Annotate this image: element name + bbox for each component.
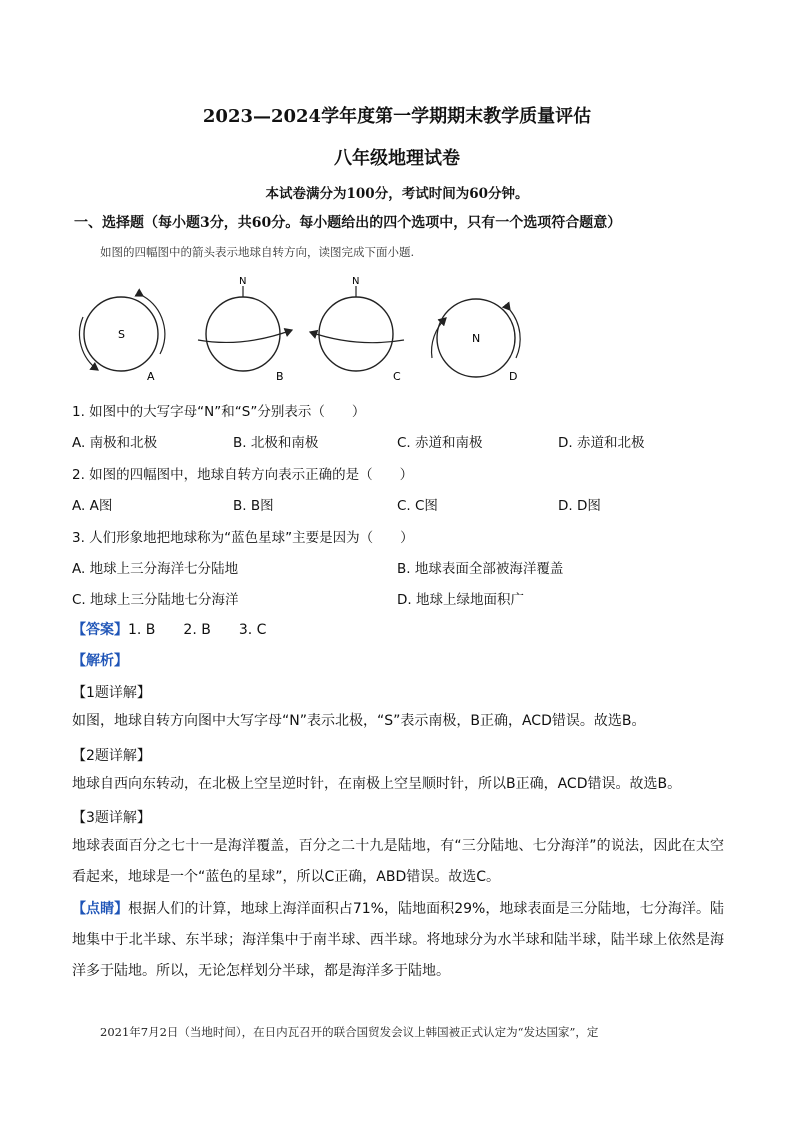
detail-1-head: 【1题详解】: [72, 685, 151, 701]
question-3-option-c: C. 地球上三分陆地七分海洋: [72, 592, 239, 608]
question-2-stem: 2. 如图的四幅图中，地球自转方向表示正确的是（ ）: [72, 467, 414, 483]
exam-title: 2023—2024学年度第一学期期末教学质量评估: [202, 106, 592, 127]
question-2-option-a: A. A图: [72, 498, 113, 514]
question-1-option-c: C. 赤道和南极: [397, 435, 483, 451]
answer-label: 【答案】: [72, 622, 128, 638]
globe-b: [198, 276, 292, 383]
question-2-option-d: D. D图: [558, 498, 601, 514]
globe-c-pole: N: [352, 276, 360, 287]
earth-rotation-figure: [0, 262, 794, 392]
globe-c: [310, 276, 404, 383]
detail-2-text: 地球自西向东转动，在北极上空呈逆时针，在南极上空呈顺时针，所以B正确，ACD错误。故选B。: [72, 776, 682, 792]
question-3-option-a: A. 地球上三分海洋七分陆地: [72, 561, 239, 577]
question-1-stem: 1. 如图中的大写字母“N”和“S”分别表示（ ）: [72, 404, 366, 420]
question-1-option-a: A. 南极和北极: [72, 435, 158, 451]
globe-d: [432, 299, 521, 383]
tip-paragraph: [72, 894, 724, 987]
globe-d-label: D: [509, 370, 518, 383]
question-2-option-b: B. B图: [233, 498, 274, 514]
question-3-option-d: D. 地球上绿地面积广: [397, 592, 524, 608]
exam-subtitle: 八年级地理试卷: [334, 148, 460, 169]
globe-d-pole: N: [472, 332, 481, 345]
globe-a-pole: S: [118, 328, 125, 341]
question-2-option-c: C. C图: [397, 498, 438, 514]
closing-line: 2021年7月2日（当地时间），在日内瓦召开的联合国贸发会议上韩国被正式认定为“发达国家”，定: [100, 1025, 599, 1039]
answer-text: 1. B 2. B 3. C: [128, 622, 267, 638]
globe-b-pole: N: [239, 276, 247, 287]
tip-text: 根据人们的计算，地球上海洋面积占71%，陆地面积29%，地球表面是三分陆地，七分海洋。陆地集中于北半球、东半球；海洋集中于南半球、西半球。将地球分为水半球和陆半球，陆半球上依然是海洋多于陆地。所以，无论怎样划分半球，都是海洋多于陆地。: [72, 901, 725, 979]
exam-note: 本试卷满分为100分，考试时间为60分钟。: [265, 186, 529, 202]
globe-a: [80, 296, 165, 383]
answer-line: [72, 619, 266, 639]
tip-label: 【点睛】: [72, 901, 129, 917]
detail-1-text: 如图，地球自转方向图中大写字母“N”表示北极，“S”表示南极，B正确，ACD错误。故选B。: [72, 713, 646, 729]
detail-2-head: 【2题详解】: [72, 748, 151, 764]
detail-3-text: 地球表面百分之七十一是海洋覆盖，百分之二十九是陆地，有“三分陆地、七分海洋”的说法，因此在太空看起来，地球是一个“蓝色的星球”，所以C正确，ABD错误。故选C。: [72, 838, 724, 885]
globe-b-label: B: [276, 370, 284, 383]
question-3-option-b: B. 地球表面全部被海洋覆盖: [397, 561, 564, 577]
analysis-label: 【解析】: [72, 653, 128, 669]
section-title: 一、选择题（每小题3分，共60分。每小题给出的四个选项中，只有一个选项符合题意）: [74, 215, 622, 231]
question-3-stem: 3. 人们形象地把地球称为“蓝色星球”主要是因为（ ）: [72, 530, 414, 546]
question-1-option-d: D. 赤道和北极: [558, 435, 645, 451]
question-1-option-b: B. 北极和南极: [233, 435, 319, 451]
figure-intro: 如图的四幅图中的箭头表示地球自转方向，读图完成下面小题.: [100, 245, 415, 259]
detail-3-head: 【3题详解】: [72, 810, 151, 826]
globe-a-label: A: [147, 370, 155, 383]
globe-c-label: C: [393, 370, 401, 383]
